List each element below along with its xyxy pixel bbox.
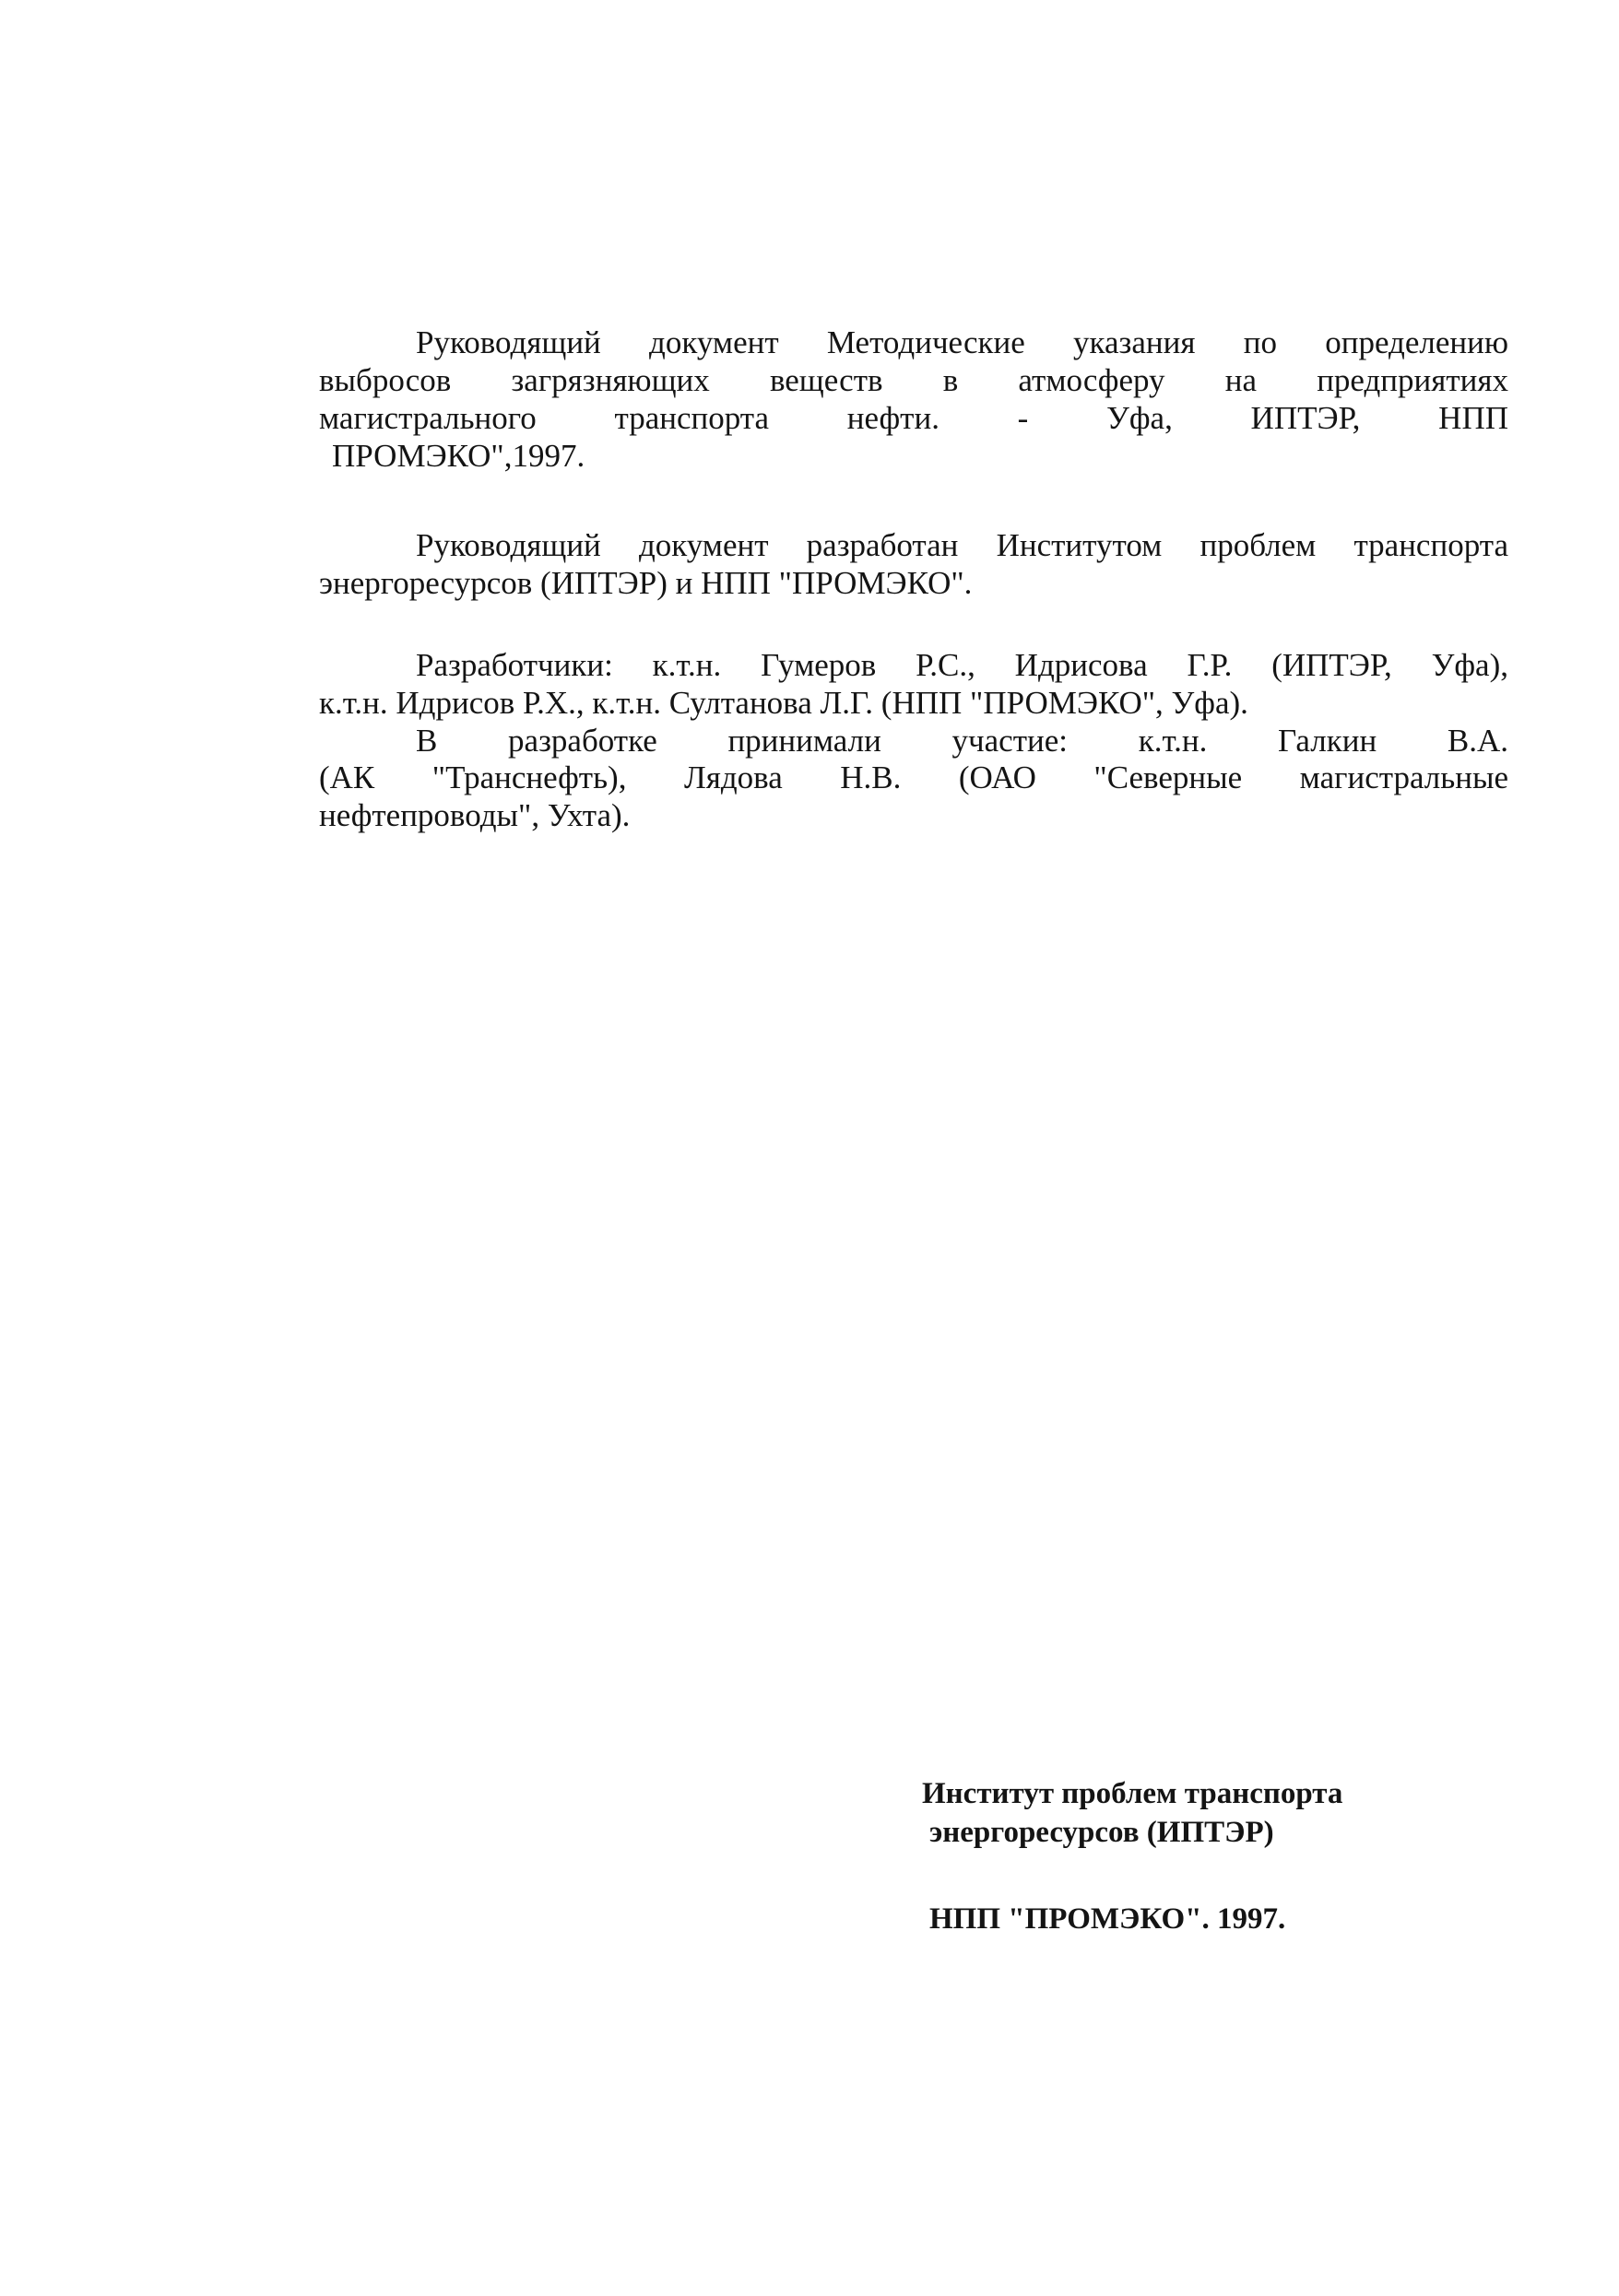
bibliographic-line: Руководящий документ Методические указания по определению (416, 324, 1508, 360)
participants-line: В разработке принимали участие: к.т.н. Галкин В.А. (416, 722, 1508, 759)
publisher-line: НПП "ПРОМЭКО". 1997. (929, 1902, 1286, 1937)
bibliographic-entry (319, 324, 1508, 476)
authors-line: к.т.н. Идрисов Р.Х., к.т.н. Султанова Л.Г. (НПП "ПРОМЭКО", Уфа). (319, 684, 1248, 721)
bibliographic-line: ПРОМЭКО",1997. (332, 437, 585, 474)
institute-name-line-2: энергоресурсов (ИПТЭР) (929, 1816, 1274, 1850)
participants-line: нефтепроводы", Ухта). (319, 797, 631, 834)
authors-line: Разработчики: к.т.н. Гумеров Р.С., Идрисова Г.Р. (ИПТЭР, Уфа), (416, 646, 1508, 683)
bibliographic-line: магистрального транспорта нефти. - Уфа, ИПТЭР, НПП (319, 399, 1508, 436)
institute-name-line-1: Институт проблем транспорта (922, 1777, 1343, 1810)
participants-paragraph (319, 723, 1508, 836)
developer-note-line: энергоресурсов (ИПТЭР) и НПП "ПРОМЭКО". (319, 564, 973, 601)
publisher-footer (922, 1774, 1438, 1939)
developer-note (319, 527, 1508, 603)
authors-paragraph (319, 647, 1508, 723)
developer-note-line: Руководящий документ разработан Институтом проблем транспорта (416, 526, 1508, 563)
document-body (319, 324, 1508, 835)
bibliographic-line: выбросов загрязняющих веществ в атмосферу на предприятиях (319, 361, 1508, 398)
participants-line: (АК "Транснефть), Лядова Н.В. (ОАО "Северные магистральные (319, 759, 1508, 796)
